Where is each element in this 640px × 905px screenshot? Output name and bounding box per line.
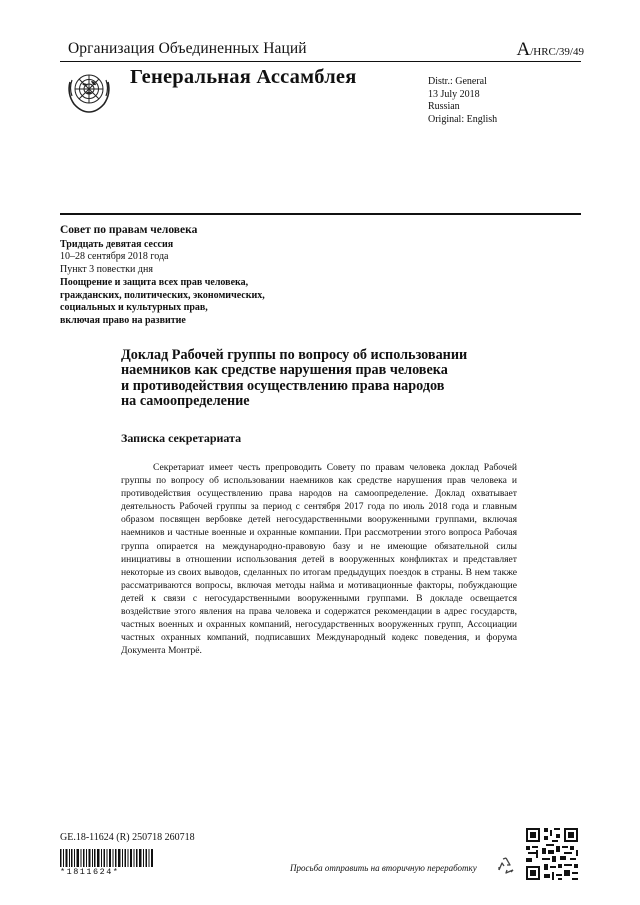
session-dates: 10–28 сентября 2018 года [60,251,169,263]
session-block [60,224,265,328]
agenda-item: Пункт 3 повестки дня [60,264,153,276]
thick-rule [60,213,581,215]
document-symbol [516,39,584,61]
un-emblem-icon [64,66,114,116]
note-heading: Записка секретариата [121,431,242,445]
job-number: GE.18-11624 (R) 250718 260718 [60,832,195,843]
title-line: и противодействия осуществлению права народов [121,377,445,394]
title-line: наемников как средстве нарушения прав человека [121,362,448,379]
qr-code-icon [524,826,580,882]
title-line: Доклад Рабочей группы по вопросу об использовании [121,347,468,363]
agenda-title-line: Поощрение и защита всех прав человека, [60,276,249,288]
recycle-note: Просьба отправить на вторичную переработку [290,863,477,873]
distribution-language: Russian [428,101,460,113]
top-rule [60,61,581,62]
document-title [121,348,541,410]
barcode-number: *1811624* [60,867,120,877]
distribution-status: Distr.: General [428,76,487,87]
distribution-date: 13 July 2018 [428,88,480,100]
body-paragraph: Секретариат имеет честь препроводить Совету по правам человека доклад Рабочей группы по вопросу об использовании наемников как средстве нарушения прав человека и противодействия осуществлению права народов на самоопределение. Доклад охватывает деятельность Рабочей группы за период с сентября 2017 года по июль 2018 года и главным образом посвящен вербовке детей негосударственными вооруженными группами, включая наемников и частные военные и охранные компании. При рассмотрении этого вопроса Рабочая группа опирается на международно-правовую базу и не имеющие обязательной силы инициативы в отношении использования детей в вооруженных конфликтах и представляет некоторые из своих выводов, сделанных по итогам предыдущих поездок в страны. В нем также рассматриваются вопросы, включая методы найма и мотивационные факторы, побуждающие детей к связи с негосударственными вооруженными группами. В докладе освещается воздействие этого явления на права человека и содержатся рекомендации в адрес государств, частных военных и охранных компаний, негосударственных вооруженных групп, Ассоциации частных охранных компаний, подписавших Международный кодекс поведения, и форума Документа Монтрё. [121,462,517,657]
distribution-original: Original: English [428,113,498,125]
symbol-prefix: A [516,39,531,60]
barcode-icon [60,849,154,867]
symbol-rest: /HRC/39/49 [530,46,584,58]
title-line: на самоопределение [121,393,250,410]
recycle-icon [496,856,516,876]
organization-name: Организация Объединенных Наций [68,40,307,57]
agenda-title-line: включая право на развитие [60,314,186,326]
distribution-block [428,76,497,126]
council-name: Совет по правам человека [60,224,198,236]
assembly-name: Генеральная Ассамблея [130,66,357,88]
agenda-title-line: социальных и культурных прав, [60,302,208,314]
agenda-title-line: гражданских, политических, экономических, [60,289,265,301]
session-name: Тридцать девятая сессия [60,238,174,250]
